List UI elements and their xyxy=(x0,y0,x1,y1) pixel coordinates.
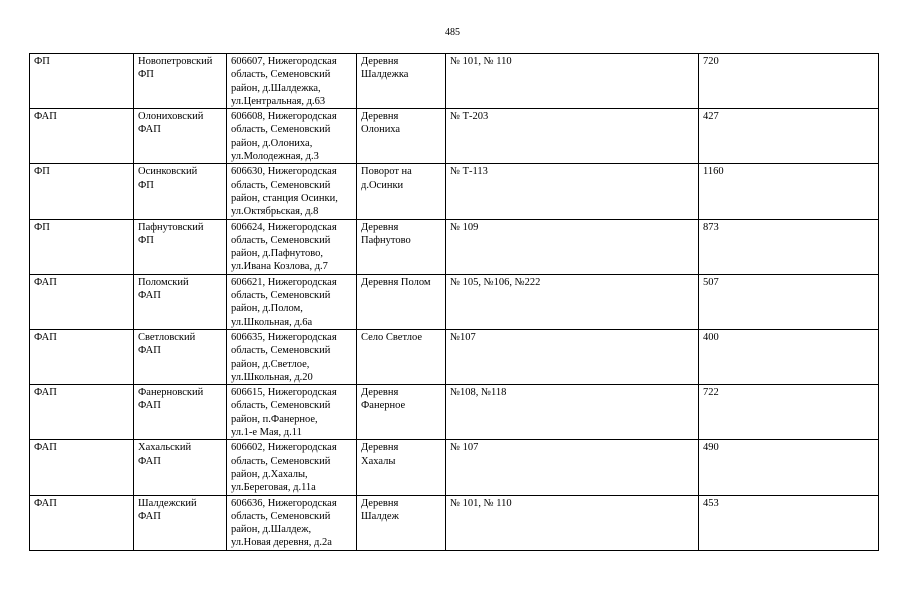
facility-type-text: ФП xyxy=(34,221,50,233)
facility-name-cell xyxy=(134,385,227,440)
address-cell xyxy=(227,329,357,384)
route-numbers-text: № 107 xyxy=(450,442,479,454)
address-line: ул.Школьная, д.6а xyxy=(231,316,313,328)
address-line: 606635, Нижегородская xyxy=(231,331,337,343)
address-line: область, Семеновский xyxy=(231,400,331,412)
service-area-line: Поворот на xyxy=(361,166,412,178)
facility-type-cell xyxy=(30,329,134,384)
address-line: 606608, Нижегородская xyxy=(231,111,337,123)
facility-name-line: Хахальский xyxy=(138,442,192,454)
service-area-cell xyxy=(357,329,446,384)
service-area-cell xyxy=(357,440,446,495)
count-text: 490 xyxy=(703,442,719,454)
address-line: район, д.Полом, xyxy=(231,303,303,315)
table-row xyxy=(30,440,879,495)
table-row xyxy=(30,329,879,384)
address-line: ул.Центральная, д.63 xyxy=(231,95,326,107)
facility-name-line: Поломский xyxy=(138,276,189,288)
address-cell xyxy=(227,54,357,109)
facility-name-cell xyxy=(134,440,227,495)
route-numbers-text: № 109 xyxy=(450,221,479,233)
service-area-cell xyxy=(357,495,446,550)
count-text: 720 xyxy=(703,56,719,67)
service-area-line: Шалдеж xyxy=(361,510,399,522)
table-row xyxy=(30,54,879,109)
facility-name-line: Шалдежский xyxy=(138,497,197,509)
facility-type-cell xyxy=(30,219,134,274)
facility-name-line: ФАП xyxy=(138,400,161,412)
address-cell xyxy=(227,495,357,550)
service-area-line: Хахалы xyxy=(361,455,396,467)
route-numbers-text: № Т-203 xyxy=(450,111,489,123)
count-text: 873 xyxy=(703,221,719,233)
facility-name-cell xyxy=(134,274,227,329)
address-line: область, Семеновский xyxy=(231,69,331,81)
address-line: район, станция Осинки, xyxy=(231,192,338,204)
count-cell xyxy=(699,440,879,495)
address-line: район, д.Светлое, xyxy=(231,358,310,370)
count-text: 1160 xyxy=(703,166,724,178)
table-body xyxy=(30,54,879,551)
count-cell xyxy=(699,274,879,329)
service-area-line: Шалдежка xyxy=(361,69,409,81)
facility-name-line: ФАП xyxy=(138,124,161,136)
address-line: область, Семеновский xyxy=(231,510,331,522)
facility-type-text: ФАП xyxy=(34,331,57,343)
service-area-line: Деревня xyxy=(361,442,399,454)
address-line: 606607, Нижегородская xyxy=(231,56,337,67)
facility-name-line: ФП xyxy=(138,179,154,191)
count-text: 400 xyxy=(703,331,719,343)
service-area-line: Деревня xyxy=(361,497,399,509)
address-line: область, Семеновский xyxy=(231,290,331,302)
address-cell xyxy=(227,274,357,329)
table-row xyxy=(30,274,879,329)
facility-name-line: Осинковский xyxy=(138,166,198,178)
facility-name-line: ФАП xyxy=(138,455,161,467)
address-line: ул.Береговая, д.11а xyxy=(231,482,316,494)
address-line: область, Семеновский xyxy=(231,124,331,136)
address-line: район, п.Фанерное, xyxy=(231,413,318,425)
address-line: район, д.Олониха, xyxy=(231,137,313,149)
address-line: район, д.Шалдеж, xyxy=(231,524,312,536)
address-line: 606621, Нижегородская xyxy=(231,276,337,288)
route-numbers-cell xyxy=(446,440,699,495)
count-text: 507 xyxy=(703,276,719,288)
facility-type-text: ФАП xyxy=(34,276,57,288)
table-row xyxy=(30,164,879,219)
table-row xyxy=(30,219,879,274)
facility-type-text: ФАП xyxy=(34,111,57,123)
facility-type-text: ФАП xyxy=(34,442,57,454)
route-numbers-cell xyxy=(446,329,699,384)
route-numbers-cell xyxy=(446,54,699,109)
facility-type-text: ФАП xyxy=(34,497,57,509)
route-numbers-text: № 101, № 110 xyxy=(450,56,512,67)
facility-type-cell xyxy=(30,274,134,329)
page-number: 485 xyxy=(445,27,460,38)
address-line: район, д.Хахалы, xyxy=(231,468,308,480)
route-numbers-text: № 105, №106, №222 xyxy=(450,276,541,288)
service-area-line: Деревня xyxy=(361,56,399,67)
service-area-cell xyxy=(357,164,446,219)
route-numbers-cell xyxy=(446,164,699,219)
count-cell xyxy=(699,385,879,440)
address-line: ул.Новая деревня, д.2а xyxy=(231,537,332,549)
service-area-line: Деревня Полом xyxy=(361,276,431,288)
facilities-table xyxy=(29,53,879,551)
route-numbers-cell xyxy=(446,219,699,274)
facility-name-line: ФАП xyxy=(138,345,161,357)
count-cell xyxy=(699,54,879,109)
address-line: область, Семеновский xyxy=(231,345,331,357)
table-row xyxy=(30,385,879,440)
facility-type-text: ФАП xyxy=(34,387,57,399)
address-line: ул.1-е Мая, д.11 xyxy=(231,427,302,439)
route-numbers-text: №107 xyxy=(450,331,476,343)
address-line: 606615, Нижегородская xyxy=(231,387,337,399)
service-area-cell xyxy=(357,109,446,164)
facility-name-line: Светловский xyxy=(138,331,196,343)
address-line: ул.Школьная, д.20 xyxy=(231,371,313,383)
table-row xyxy=(30,109,879,164)
facility-name-line: ФАП xyxy=(138,290,161,302)
service-area-line: Деревня xyxy=(361,387,399,399)
facility-name-line: ФАП xyxy=(138,510,161,522)
service-area-line: Село Светлое xyxy=(361,331,423,343)
service-area-line: Пафнутово xyxy=(361,234,411,246)
facility-name-cell xyxy=(134,164,227,219)
table-row xyxy=(30,495,879,550)
facility-name-line: ФП xyxy=(138,234,154,246)
service-area-cell xyxy=(357,54,446,109)
route-numbers-text: № Т-113 xyxy=(450,166,488,178)
address-line: область, Семеновский xyxy=(231,179,331,191)
facility-name-line: Новопетровский xyxy=(138,56,213,67)
route-numbers-cell xyxy=(446,274,699,329)
address-cell xyxy=(227,385,357,440)
address-line: область, Семеновский xyxy=(231,455,331,467)
facility-name-cell xyxy=(134,329,227,384)
facility-type-cell xyxy=(30,109,134,164)
service-area-cell xyxy=(357,385,446,440)
route-numbers-cell xyxy=(446,495,699,550)
address-line: 606624, Нижегородская xyxy=(231,221,337,233)
count-cell xyxy=(699,495,879,550)
service-area-line: д.Осинки xyxy=(361,179,404,191)
address-line: 606630, Нижегородская xyxy=(231,166,337,178)
count-cell xyxy=(699,109,879,164)
service-area-line: Деревня xyxy=(361,111,399,123)
route-numbers-text: №108, №118 xyxy=(450,387,507,399)
facility-name-line: Фанерновский xyxy=(138,387,204,399)
service-area-line: Фанерное xyxy=(361,400,406,412)
facility-type-cell xyxy=(30,495,134,550)
facility-type-cell xyxy=(30,164,134,219)
address-line: 606636, Нижегородская xyxy=(231,497,337,509)
count-text: 722 xyxy=(703,387,719,399)
route-numbers-cell xyxy=(446,109,699,164)
address-line: ул.Молодежная, д.3 xyxy=(231,151,319,163)
service-area-line: Олониха xyxy=(361,124,401,136)
count-text: 427 xyxy=(703,111,719,123)
address-line: район, д.Пафнутово, xyxy=(231,248,323,260)
service-area-line: Деревня xyxy=(361,221,399,233)
facility-type-text: ФП xyxy=(34,166,50,178)
count-cell xyxy=(699,329,879,384)
address-cell xyxy=(227,109,357,164)
facility-name-line: Олониховский xyxy=(138,111,204,123)
facility-type-cell xyxy=(30,440,134,495)
route-numbers-cell xyxy=(446,385,699,440)
facility-name-cell xyxy=(134,219,227,274)
facility-type-text: ФП xyxy=(34,56,50,67)
facility-type-cell xyxy=(30,54,134,109)
service-area-cell xyxy=(357,219,446,274)
address-cell xyxy=(227,164,357,219)
address-line: ул.Ивана Козлова, д.7 xyxy=(231,261,328,273)
address-cell xyxy=(227,440,357,495)
address-cell xyxy=(227,219,357,274)
route-numbers-text: № 101, № 110 xyxy=(450,497,512,509)
address-line: ул.Октябрьская, д.8 xyxy=(231,206,319,218)
service-area-cell xyxy=(357,274,446,329)
address-line: район, д.Шалдежка, xyxy=(231,82,321,94)
facility-name-cell xyxy=(134,495,227,550)
address-line: 606602, Нижегородская xyxy=(231,442,337,454)
facility-name-cell xyxy=(134,109,227,164)
count-cell xyxy=(699,219,879,274)
count-cell xyxy=(699,164,879,219)
facility-name-line: ФП xyxy=(138,69,154,81)
facility-name-cell xyxy=(134,54,227,109)
facility-name-line: Пафнутовский xyxy=(138,221,204,233)
count-text: 453 xyxy=(703,497,719,509)
facility-type-cell xyxy=(30,385,134,440)
address-line: область, Семеновский xyxy=(231,234,331,246)
